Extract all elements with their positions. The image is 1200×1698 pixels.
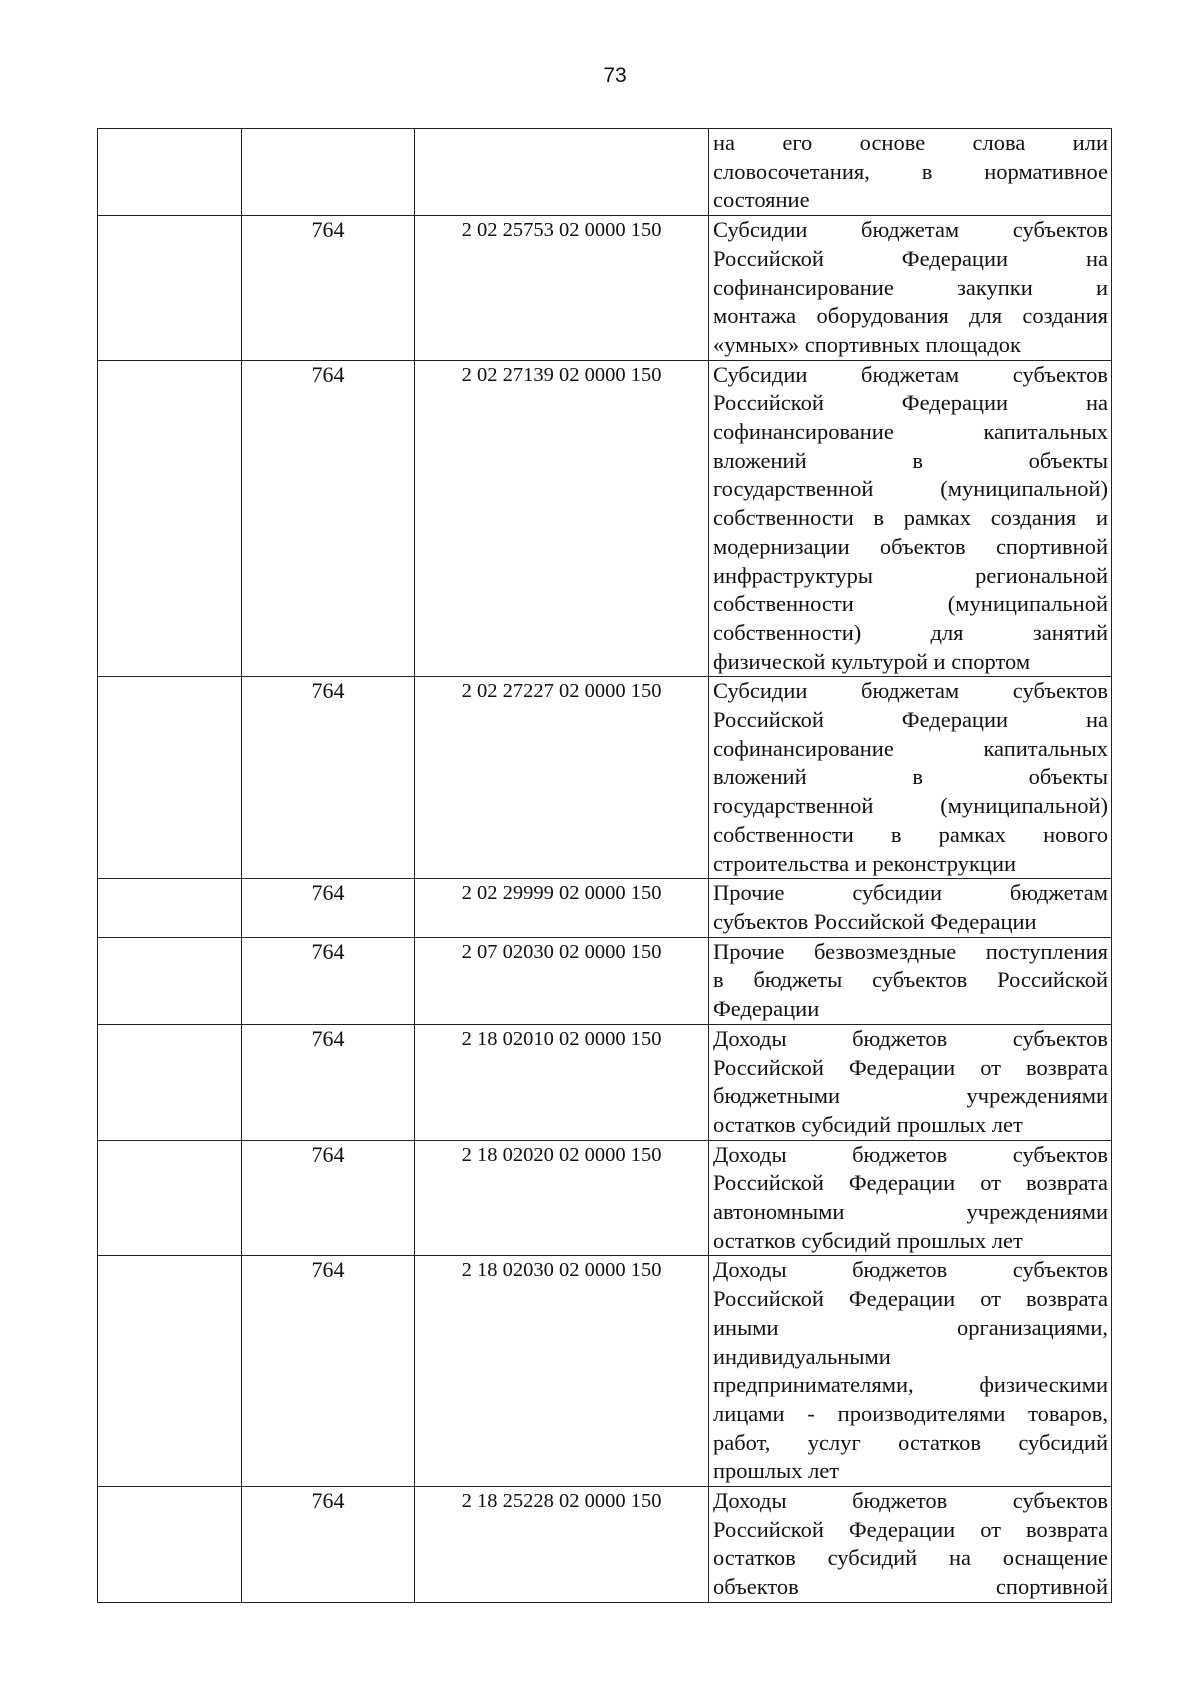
table-row xyxy=(98,677,1112,879)
budget-codes-table xyxy=(97,128,1112,1603)
description-line: Доходы бюджетов субъектов xyxy=(713,1257,1108,1283)
row-empty-cell xyxy=(98,1256,242,1487)
description-line: Прочие субсидии бюджетам xyxy=(713,880,1108,906)
description-line: предпринимателями, физическими xyxy=(713,1372,1108,1398)
table-row xyxy=(98,937,1112,1024)
description-cell xyxy=(709,1487,1112,1603)
description-line: Российской Федерации от возврата xyxy=(713,1516,1108,1542)
row-empty-cell xyxy=(98,1024,242,1140)
admin-code-cell xyxy=(242,129,415,216)
description-line: Российской Федерации на xyxy=(713,707,1108,733)
admin-code-cell: 764 xyxy=(242,879,415,937)
description-line: строительства и реконструкции xyxy=(713,850,1017,876)
budget-code-cell: 2 18 02030 02 0000 150 xyxy=(415,1256,709,1487)
description-line: Доходы бюджетов субъектов xyxy=(713,1488,1108,1514)
budget-code-cell: 2 18 02020 02 0000 150 xyxy=(415,1140,709,1256)
description-cell xyxy=(709,1140,1112,1256)
budget-code-cell: 2 18 25228 02 0000 150 xyxy=(415,1487,709,1603)
description-line: Российской Федерации от возврата xyxy=(713,1170,1108,1196)
description-line: лицами - производителями товаров, xyxy=(713,1400,1108,1426)
description-line: софинансирование закупки и xyxy=(713,274,1108,300)
description-cell xyxy=(709,937,1112,1024)
description-line: индивидуальными xyxy=(713,1343,891,1369)
description-line: Российской Федерации на xyxy=(713,390,1108,416)
budget-code-cell: 2 02 27227 02 0000 150 xyxy=(415,677,709,879)
description-line: софинансирование капитальных xyxy=(713,735,1108,761)
description-line: работ, услуг остатков субсидий xyxy=(713,1429,1108,1455)
budget-code-cell: 2 02 29999 02 0000 150 xyxy=(415,879,709,937)
table-row xyxy=(98,129,1112,216)
description-cell xyxy=(709,879,1112,937)
description-line: Прочие безвозмездные поступления xyxy=(713,938,1108,964)
description-line: софинансирование капитальных xyxy=(713,419,1108,445)
description-line: объектов спортивной xyxy=(713,1574,1108,1600)
description-cell xyxy=(709,360,1112,677)
budget-code-cell: 2 02 25753 02 0000 150 xyxy=(415,216,709,361)
description-line: автономными учреждениями xyxy=(713,1199,1108,1225)
table-row xyxy=(98,1256,1112,1487)
description-line: «умных» спортивных площадок xyxy=(713,331,1021,357)
description-cell xyxy=(709,216,1112,361)
description-line: Российской Федерации от возврата xyxy=(713,1054,1108,1080)
admin-code-cell: 764 xyxy=(242,677,415,879)
description-line: собственности в рамках создания и xyxy=(713,505,1108,531)
description-line: собственности в рамках нового xyxy=(713,821,1108,847)
budget-code-cell: 2 07 02030 02 0000 150 xyxy=(415,937,709,1024)
description-line: Доходы бюджетов субъектов xyxy=(713,1141,1108,1167)
description-line: Субсидии бюджетам субъектов xyxy=(713,361,1108,387)
description-line: остатков субсидий на оснащение xyxy=(713,1545,1108,1571)
description-line: Российской Федерации от возврата xyxy=(713,1286,1108,1312)
description-cell xyxy=(709,129,1112,216)
table-body xyxy=(98,129,1112,1603)
description-line: на его основе слова или xyxy=(713,130,1108,155)
description-line: Российской Федерации на xyxy=(713,245,1108,271)
row-empty-cell xyxy=(98,360,242,677)
description-line: состояние xyxy=(713,187,810,213)
description-line: бюджетными учреждениями xyxy=(713,1083,1108,1109)
description-line: иными организациями, xyxy=(713,1314,1108,1340)
row-empty-cell xyxy=(98,129,242,216)
description-line: субъектов Российской Федерации xyxy=(713,908,1037,934)
row-empty-cell xyxy=(98,216,242,361)
admin-code-cell: 764 xyxy=(242,1024,415,1140)
description-line: собственности) для занятий xyxy=(713,619,1108,645)
description-line: монтажа оборудования для создания xyxy=(713,303,1108,329)
description-cell xyxy=(709,1256,1112,1487)
description-line: государственной (муниципальной) xyxy=(713,476,1108,502)
table-row xyxy=(98,1487,1112,1603)
description-cell xyxy=(709,677,1112,879)
admin-code-cell: 764 xyxy=(242,1487,415,1603)
description-line: прошлых лет xyxy=(713,1458,840,1484)
admin-code-cell: 764 xyxy=(242,360,415,677)
table-row xyxy=(98,360,1112,677)
page-number: 73 xyxy=(603,64,627,87)
admin-code-cell: 764 xyxy=(242,216,415,361)
admin-code-cell: 764 xyxy=(242,1140,415,1256)
budget-code-cell xyxy=(415,129,709,216)
admin-code-cell: 764 xyxy=(242,937,415,1024)
row-empty-cell xyxy=(98,677,242,879)
description-line: государственной (муниципальной) xyxy=(713,793,1108,819)
table-row xyxy=(98,1024,1112,1140)
description-line: Доходы бюджетов субъектов xyxy=(713,1025,1108,1051)
description-line: собственности (муниципальной xyxy=(713,591,1108,617)
row-empty-cell xyxy=(98,1140,242,1256)
row-empty-cell xyxy=(98,879,242,937)
description-line: словосочетания, в нормативное xyxy=(713,158,1108,184)
table-row xyxy=(98,216,1112,361)
admin-code-cell: 764 xyxy=(242,1256,415,1487)
description-line: инфраструктуры региональной xyxy=(713,562,1108,588)
description-line: Федерации xyxy=(713,996,820,1022)
description-line: физической культурой и спортом xyxy=(713,648,1031,674)
budget-code-cell: 2 18 02010 02 0000 150 xyxy=(415,1024,709,1140)
description-line: в бюджеты субъектов Российской xyxy=(713,967,1108,993)
description-line: Субсидии бюджетам субъектов xyxy=(713,217,1108,243)
description-cell xyxy=(709,1024,1112,1140)
description-line: остатков субсидий прошлых лет xyxy=(713,1111,1023,1137)
row-empty-cell xyxy=(98,1487,242,1603)
row-empty-cell xyxy=(98,937,242,1024)
budget-code-cell: 2 02 27139 02 0000 150 xyxy=(415,360,709,677)
description-line: вложений в объекты xyxy=(713,764,1108,790)
description-line: модернизации объектов спортивной xyxy=(713,533,1108,559)
table-row xyxy=(98,1140,1112,1256)
description-line: остатков субсидий прошлых лет xyxy=(713,1227,1023,1253)
description-line: Субсидии бюджетам субъектов xyxy=(713,678,1108,704)
table-row xyxy=(98,879,1112,937)
description-line: вложений в объекты xyxy=(713,447,1108,473)
